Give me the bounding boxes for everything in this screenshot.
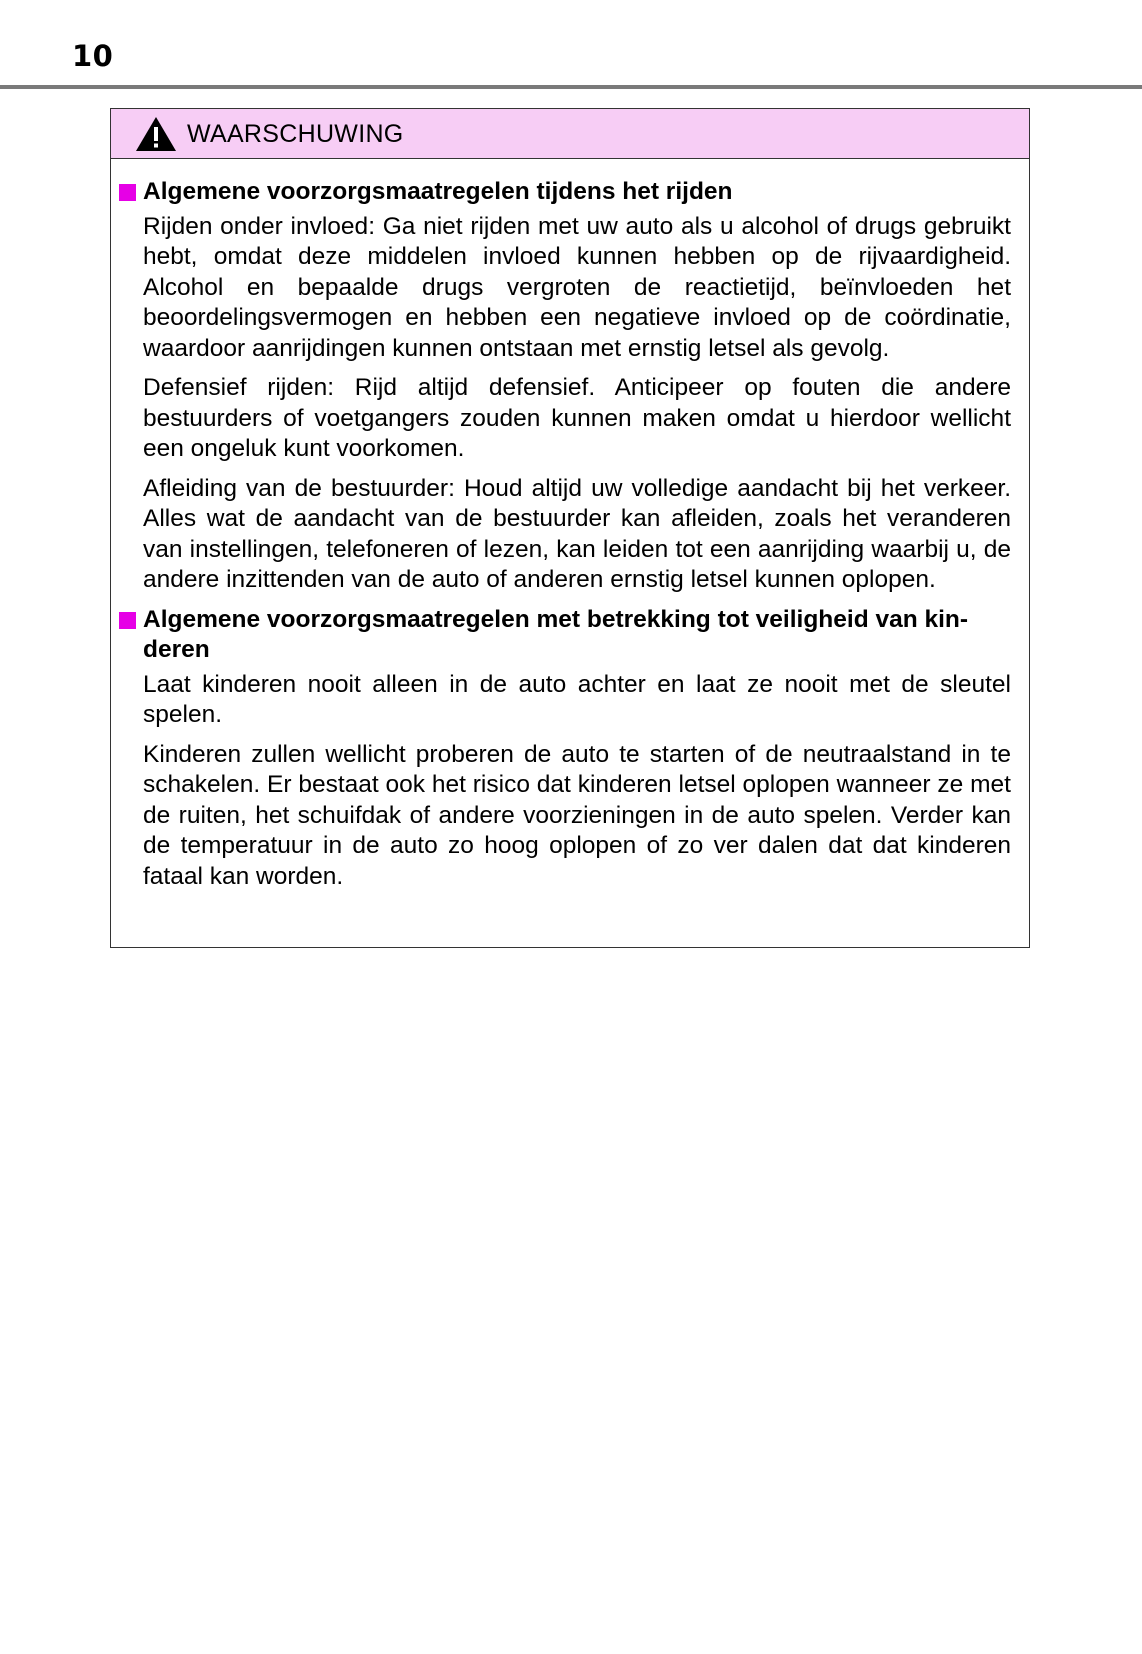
section-child-safety bbox=[143, 605, 1011, 893]
square-bullet-icon bbox=[119, 612, 136, 629]
section-heading bbox=[143, 177, 1011, 208]
paragraph: Kinderen zullen wellicht proberen de auto te starten of de neutraalstand in te schakelen. Er bestaat ook het risico dat kinderen letsel oplopen wanneer ze met de ruiten, het schuifdak of andere voorzieningen in de auto spelen. Verder kan de temperatuur in de auto zo hoog oplopen of zo ver dalen dat dat kinderen fataal kan worden. bbox=[143, 740, 1011, 890]
warning-box bbox=[110, 108, 1030, 948]
warning-triangle-icon bbox=[135, 116, 177, 152]
page-number: 10 bbox=[72, 39, 114, 73]
warning-body bbox=[111, 159, 1029, 892]
section-heading bbox=[143, 605, 1011, 666]
paragraph: Afleiding van de bestuurder: Houd altijd uw volledige aandacht bij het verkeer. Alles wat de aandacht van de bestuurder kan afleiden, zoals het veranderen van instellingen, telefoneren of lezen, kan leiden tot een aanrijding waarbij u, de andere inzittenden van de auto of anderen ernstig letsel kunnen oplopen. bbox=[143, 474, 1011, 593]
section-heading-text: Algemene voorzorgsmaatregelen met betrekking tot veiligheid van kinderen bbox=[143, 605, 969, 663]
header-rule bbox=[0, 85, 1142, 89]
paragraph: Defensief rijden: Rijd altijd defensief. Anticipeer op fouten die andere bestuurders of voetgangers zouden kunnen maken omdat u hierdoor wellicht een ongeluk kunt voorkomen. bbox=[143, 374, 1011, 462]
warning-title: WAARSCHUWING bbox=[187, 119, 404, 148]
warning-header bbox=[111, 109, 1029, 159]
paragraph: Rijden onder invloed: Ga niet rijden met uw auto als u alcohol of drugs gebruikt hebt, omdat deze middelen invloed kunnen hebben op de rijvaardigheid. Alcohol en bepaalde drugs vergroten de reactietijd, beïnvloeden het beoordelingsvermogen en hebben een negatieve invloed op de coördinatie, waardoor aanrijdingen kunnen ontstaan met ernstig letsel als gevolg. bbox=[143, 212, 1011, 362]
section-driving-precautions bbox=[143, 177, 1011, 596]
section-heading-text: Algemene voorzorgsmaatregelen tijdens het rijden bbox=[143, 178, 733, 205]
paragraph: Laat kinderen nooit alleen in de auto achter en laat ze nooit met de sleutel spelen. bbox=[143, 670, 1011, 728]
square-bullet-icon bbox=[119, 184, 136, 201]
